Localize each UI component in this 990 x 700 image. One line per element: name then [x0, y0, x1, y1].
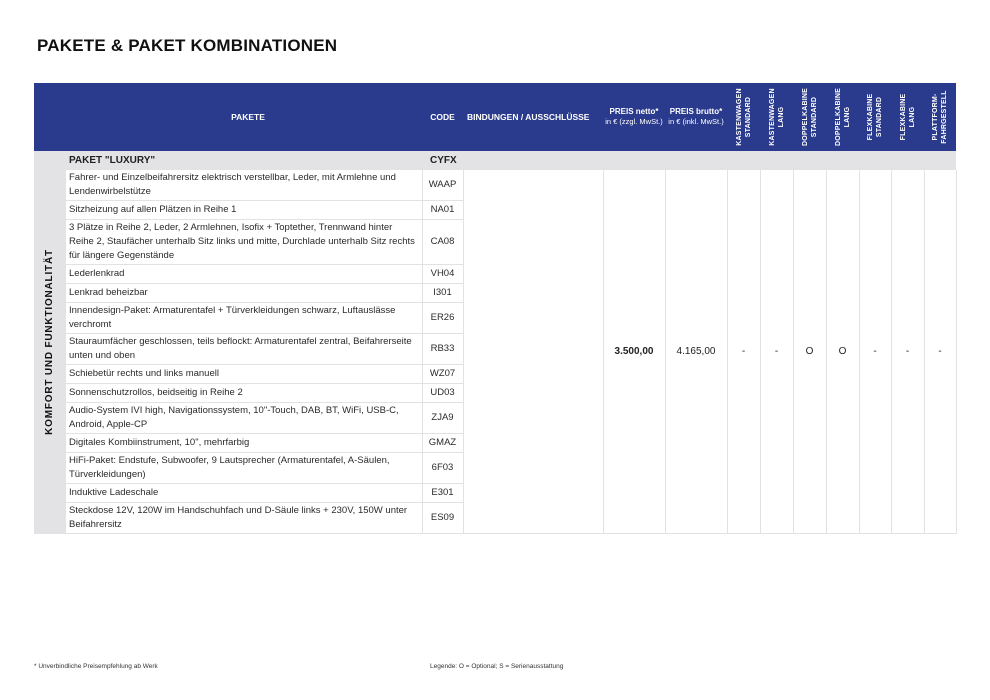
item-code: E301: [422, 484, 463, 503]
header-variant-doppelkabine-standard: [793, 83, 826, 151]
variant-line1: PLATTFORM-: [932, 93, 939, 141]
availability-doppelkabine-lang: O: [826, 170, 859, 534]
header-preis-brutto: [665, 83, 727, 151]
item-description: Innendesign-Paket: Armaturentafel + Türverkleidungen schwarz, Luftauslässe verchromt: [66, 303, 422, 334]
packages-table-wrapper: [34, 83, 956, 534]
variant-line2: STANDARD: [810, 96, 818, 138]
package-row: [34, 151, 956, 170]
header-code: CODE: [422, 83, 463, 151]
availability-flexkabine-lang: -: [891, 170, 924, 534]
item-description: Lenkrad beheizbar: [66, 284, 422, 303]
header-variant-kastenwagen-lang: [760, 83, 793, 151]
header-variant-flexkabine-lang: [891, 83, 924, 151]
header-preis-brutto-title: PREIS brutto*: [669, 106, 723, 116]
item-code: NA01: [422, 201, 463, 220]
price-footnote: * Unverbindliche Preisempfehlung ab Werk: [34, 663, 158, 670]
table-header-row: [34, 83, 956, 151]
availability-kastenwagen-standard: -: [727, 170, 760, 534]
variant-line1: DOPPELKABINE: [801, 87, 809, 147]
variant-line2: STANDARD: [876, 96, 883, 138]
variant-line2: LANG: [777, 106, 785, 128]
variant-line1: FLEXKABINE: [867, 93, 874, 141]
variant-line2: FAHRGESTELL: [941, 90, 948, 144]
item-description: Fahrer- und Einzelbeifahrersitz elektrisch verstellbar, Leder, mit Armlehne und Lendenwirbelstütze: [66, 170, 422, 201]
variant-line1: KASTENWAGEN: [768, 88, 776, 146]
item-description: 3 Plätze in Reihe 2, Leder, 2 Armlehnen, Isofix + Toptether, Trennwand hinter Reihe 2, Staufächer unterhalb Sitz links und mitte, Durchlade unterhalb Sitz rechts für längere Gegenstände: [66, 220, 422, 265]
header-pakete: PAKETE: [66, 83, 422, 151]
header-side-blank: [34, 83, 66, 151]
section-label-cell: [34, 151, 66, 534]
package-row-filler: [463, 151, 956, 170]
header-variant-plattform-fahrgestell: [924, 83, 956, 151]
item-description: Sonnenschutzrollos, beidseitig in Reihe 2: [66, 384, 422, 403]
header-bindungen: BINDUNGEN / AUSSCHLÜSSE: [463, 83, 603, 151]
item-code: RB33: [422, 334, 463, 365]
item-code: GMAZ: [422, 434, 463, 453]
price-netto: 3.500,00: [603, 170, 665, 534]
variant-line1: FLEXKABINE: [899, 93, 907, 141]
package-code: CYFX: [422, 151, 463, 170]
variant-line2: STANDARD: [744, 96, 752, 138]
item-description: Digitales Kombiinstrument, 10", mehrfarbig: [66, 434, 422, 453]
header-preis-brutto-sub: in € (inkl. MwSt.): [668, 116, 724, 126]
legend-note: Legende: O = Optional; S = Serienausstattung: [430, 663, 564, 670]
item-description: Stauraumfächer geschlossen, teils beflockt: Armaturentafel zentral, Beifahrerseite unten und oben: [66, 334, 422, 365]
availability-flexkabine-standard: -: [859, 170, 891, 534]
variant-line2: LANG: [908, 106, 916, 128]
header-variant-doppelkabine-lang: [826, 83, 859, 151]
packages-table: [34, 83, 957, 534]
item-code: VH04: [422, 265, 463, 284]
item-description: Steckdose 12V, 120W im Handschuhfach und D-Säule links + 230V, 150W unter Beifahrersitz: [66, 503, 422, 534]
availability-kastenwagen-lang: -: [760, 170, 793, 534]
item-code: UD03: [422, 384, 463, 403]
item-description: HiFi-Paket: Endstufe, Subwoofer, 9 Lautsprecher (Armaturentafel, A-Säulen, Türverkleidungen): [66, 453, 422, 484]
availability-plattform-fahrgestell: -: [924, 170, 956, 534]
item-code: I301: [422, 284, 463, 303]
item-description: Lederlenkrad: [66, 265, 422, 284]
item-code: ZJA9: [422, 403, 463, 434]
variant-line1: KASTENWAGEN: [735, 88, 743, 146]
item-code: ES09: [422, 503, 463, 534]
header-preis-netto: [603, 83, 665, 151]
item-code: 6F03: [422, 453, 463, 484]
table-row: [34, 170, 956, 201]
item-description: Schiebetür rechts und links manuell: [66, 365, 422, 384]
variant-line1: DOPPELKABINE: [834, 87, 842, 147]
header-preis-netto-sub: in € (zzgl. MwSt.): [605, 116, 663, 126]
variant-line2: LANG: [843, 106, 851, 128]
item-description: Audio-System IVI high, Navigationssystem, 10"-Touch, DAB, BT, WiFi, USB-C, Android, Apple-CP: [66, 403, 422, 434]
price-brutto: 4.165,00: [665, 170, 727, 534]
item-code: CA08: [422, 220, 463, 265]
item-code: ER26: [422, 303, 463, 334]
item-description: Induktive Ladeschale: [66, 484, 422, 503]
section-label: KOMFORT UND FUNKTIONALITÄT: [44, 249, 55, 436]
header-variant-flexkabine-standard: [859, 83, 891, 151]
item-code: WZ07: [422, 365, 463, 384]
header-variant-kastenwagen-standard: [727, 83, 760, 151]
bindungen-cell: [463, 170, 603, 534]
item-description: Sitzheizung auf allen Plätzen in Reihe 1: [66, 201, 422, 220]
package-name: PAKET "LUXURY": [66, 151, 422, 170]
page-title: PAKETE & PAKET KOMBINATIONEN: [37, 36, 338, 55]
item-code: WAAP: [422, 170, 463, 201]
availability-doppelkabine-standard: O: [793, 170, 826, 534]
header-preis-netto-title: PREIS netto*: [609, 106, 659, 116]
